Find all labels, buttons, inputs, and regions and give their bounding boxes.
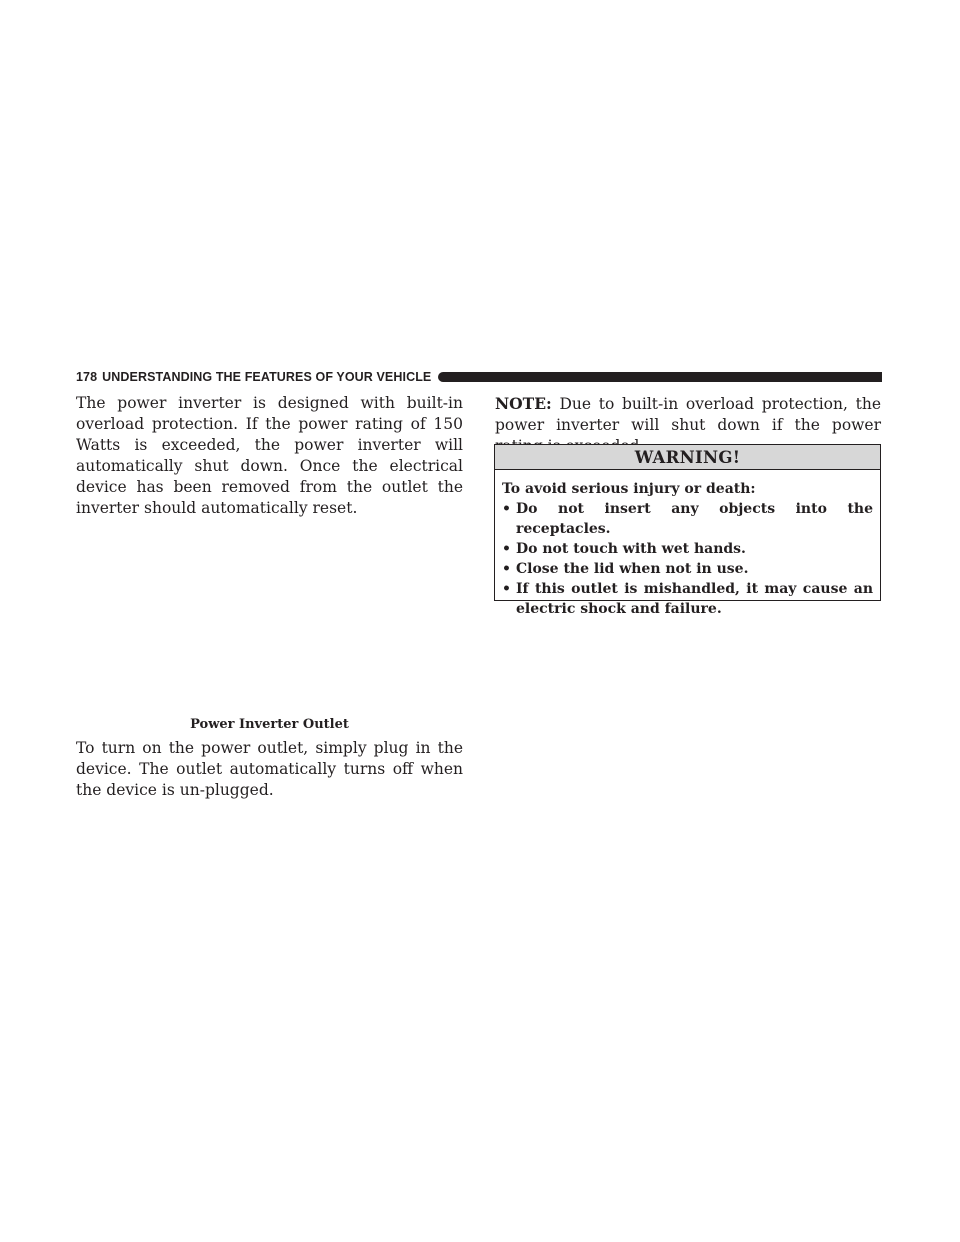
warning-list — [502, 499, 873, 619]
bullet-icon: • — [502, 561, 511, 577]
note-text: Due to built-in overload protection, the power inverter will shut down if the power — [495, 395, 881, 434]
inverter-overload-paragraph: The power inverter is designed with built-in overload protection. If the power rating of 150 Watts is exceeded, the power inverter will automatically shut down. Once the electrical device has been removed from the outlet the inverter should automatically reset. — [76, 394, 463, 517]
bullet-icon: • — [502, 501, 511, 517]
warning-item: • Close the lid when not in use. — [502, 561, 749, 577]
bullet-icon: • — [502, 581, 511, 597]
warning-box — [494, 444, 881, 617]
warning-item: • Do not touch with wet hands. — [502, 541, 746, 557]
page-number: 178 — [76, 370, 98, 384]
header-rule — [438, 372, 882, 382]
section-title: UNDERSTANDING THE FEATURES OF YOUR VEHICLE — [102, 370, 432, 384]
figure-caption: Power Inverter Outlet — [190, 717, 349, 732]
warning-item: • If this outlet is mishandled, it may cause an electric shock and failure. — [502, 581, 873, 617]
page-header — [76, 369, 882, 385]
warning-intro: To avoid serious injury or death: — [502, 481, 756, 497]
outlet-usage-paragraph: To turn on the power outlet, simply plug in the device. The outlet automatically turns off when the device is un-plugged. — [76, 739, 463, 799]
bullet-icon: • — [502, 541, 511, 557]
warning-body — [495, 470, 880, 619]
warning-title: WARNING! — [495, 445, 880, 470]
warning-item: • Do not insert any objects into the receptacles. — [502, 501, 873, 537]
note-label: NOTE: — [495, 394, 552, 413]
